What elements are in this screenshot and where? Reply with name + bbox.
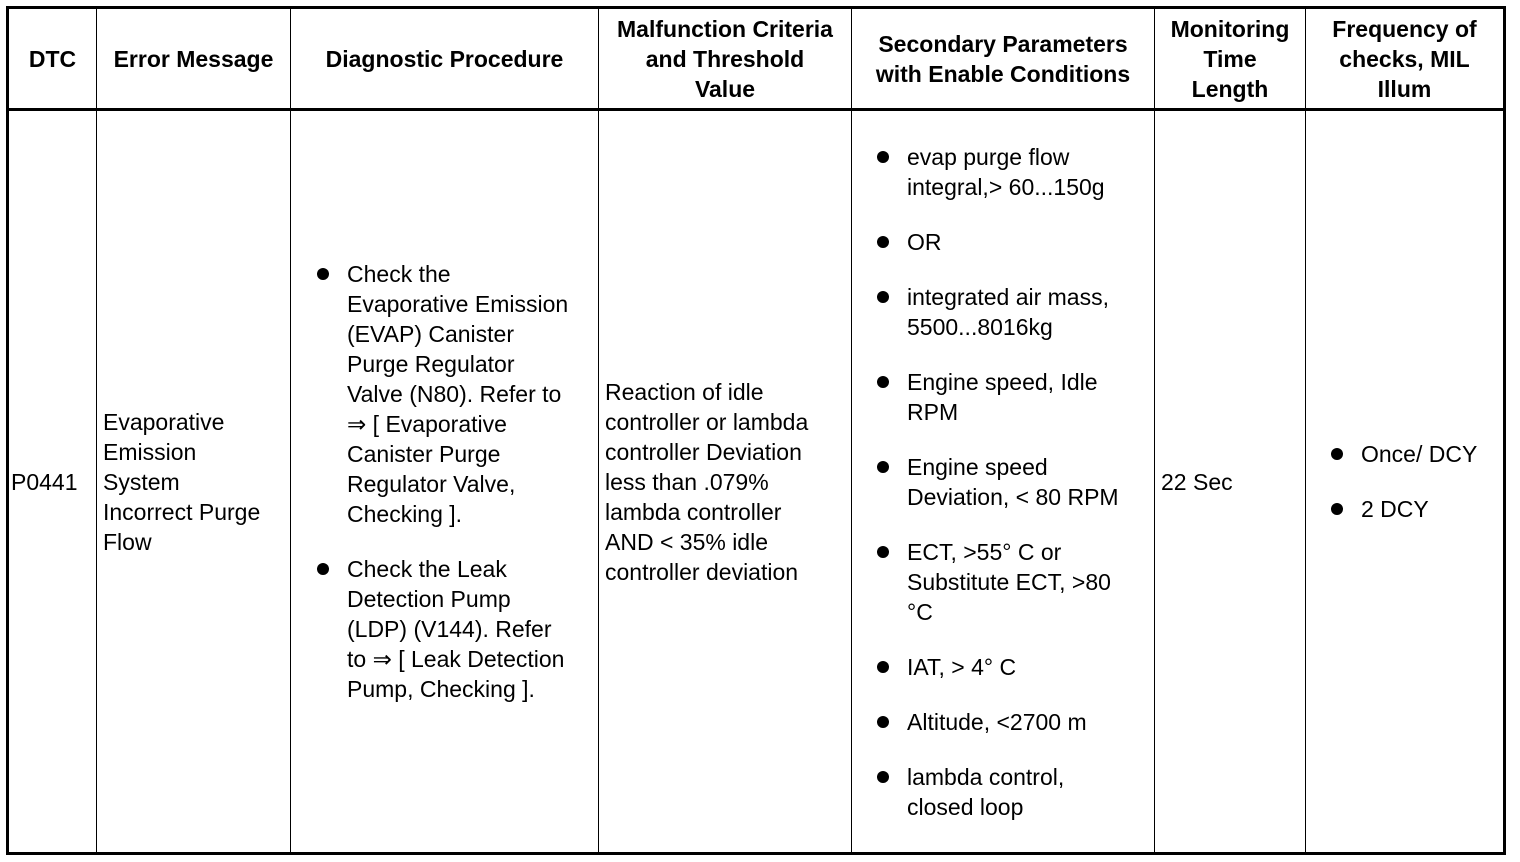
header-secondary-parameters: Secondary Parameters with Enable Conditions [875,30,1131,87]
monitoring-time-text: 22 Sec [1161,468,1233,495]
header-monitoring-time: Monitoring Time Length [1170,15,1290,102]
column-frequency [1306,9,1503,852]
bullet-icon [877,461,889,473]
bullet-icon [1331,503,1343,515]
header-diagnostic-procedure: Diagnostic Procedure [325,45,564,72]
column-secondary-parameters [852,9,1154,852]
cell-frequency [1306,111,1503,852]
column-monitoring-time [1155,9,1305,852]
bullet-icon [877,661,889,673]
diagnostic-table [6,6,1506,855]
list-item: Engine speed Deviation, < 80 RPM [907,452,1119,512]
bullet-icon [877,546,889,558]
header-frequency: Frequency of checks, MIL Illum [1332,15,1477,102]
header-malfunction-criteria: Malfunction Criteria and Threshold Value [617,15,833,102]
bullet-icon [877,771,889,783]
column-error-message [97,9,290,852]
list-item: Once/ DCY [1361,439,1477,469]
bullet-icon [877,376,889,388]
list-item: 2 DCY [1361,494,1477,524]
list-item: Check the Leak Detection Pump (LDP) (V144). Refer to ⇒ [ Leak Detection Pump, Checking ]. [347,554,568,704]
column-diagnostic-procedure [291,9,598,852]
cell-diagnostic-procedure [291,111,598,852]
bullet-icon [1331,448,1343,460]
list-item: lambda control, closed loop [907,762,1119,822]
bullet-icon [317,268,329,280]
list-item: OR [907,227,1119,257]
cell-malfunction-criteria [599,111,851,852]
malfunction-criteria-text: Reaction of idle controller or lambda controller Deviation less than .079% lambda controller AND < 35% idle controller deviation [605,378,809,585]
cell-error-message [97,111,290,852]
frequency-list [1306,439,1477,524]
header-dtc: DTC [28,45,77,72]
bullet-icon [877,716,889,728]
list-item: ECT, >55° C or Substitute ECT, >80 °C [907,537,1119,627]
list-item: Engine speed, Idle RPM [907,367,1119,427]
list-item: Altitude, <2700 m [907,707,1119,737]
column-dtc [9,9,96,852]
dtc-code: P0441 [11,468,78,495]
cell-monitoring-time [1155,111,1305,852]
cell-secondary-parameters [852,111,1154,852]
bullet-icon [877,151,889,163]
error-message-text: Evaporative Emission System Incorrect Purge Flow [103,408,261,555]
bullet-icon [877,291,889,303]
list-item: evap purge flow integral,> 60...150g [907,142,1119,202]
bullet-icon [877,236,889,248]
procedure-list [291,259,568,704]
cell-dtc [9,111,96,852]
list-item: Check the Evaporative Emission (EVAP) Canister Purge Regulator Valve (N80). Refer to ⇒ [ Evaporative Canister Purge Regulator Valve, Checking ]. [347,259,568,529]
column-malfunction-criteria [599,9,851,852]
list-item: integrated air mass, 5500...8016kg [907,282,1119,342]
parameters-list [852,142,1119,822]
bullet-icon [317,563,329,575]
list-item: IAT, > 4° C [907,652,1119,682]
header-error-message: Error Message [113,45,274,72]
